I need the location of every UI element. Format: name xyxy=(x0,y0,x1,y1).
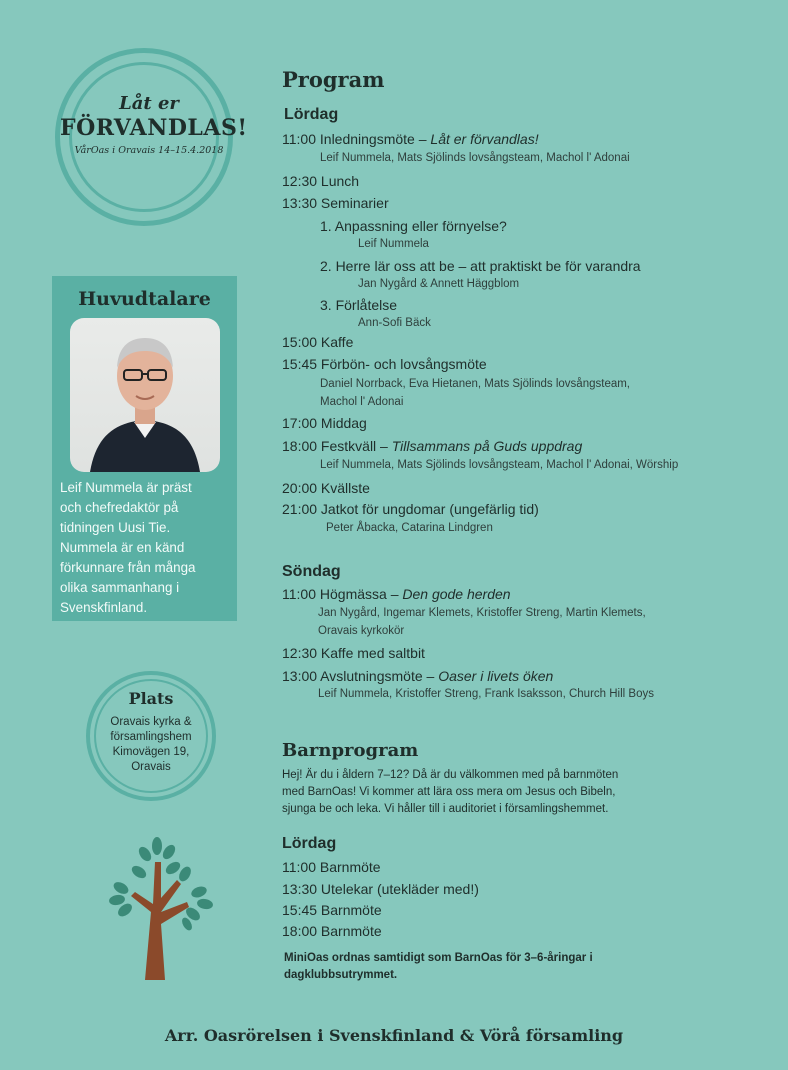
row-participants: Machol l' Adonai xyxy=(320,396,404,408)
row-participants: Leif Nummela, Mats Sjölinds lovsångsteam, Machol l' Adonai xyxy=(320,152,630,164)
speaker-photo xyxy=(70,318,220,472)
kids-intro-line: sjunga be och leka. Vi håller till i auditoriet i församlingshemmet. xyxy=(282,803,609,815)
row-text: 11:00 Högmässa – xyxy=(282,586,399,602)
row-time: 11:00 xyxy=(282,131,316,147)
program-row: 13:30 Seminarier xyxy=(282,195,389,211)
row-participants: Jan Nygård, Ingemar Klemets, Kristoffer Streng, Martin Klemets, xyxy=(318,607,646,619)
program-row: 21:00 Jatkot för ungdomar (ungefärlig tid) xyxy=(282,501,539,517)
place-heading: Plats xyxy=(128,689,174,708)
row-participants: Leif Nummela, Kristoffer Streng, Frank Isaksson, Church Hill Boys xyxy=(318,688,654,700)
program-row: 15:00 Kaffe xyxy=(282,334,354,350)
event-logo xyxy=(55,48,248,226)
kids-intro-line: med BarnOas! Vi kommer att lära oss mera om Jesus och Bibeln, xyxy=(282,786,616,798)
kids-row: 15:45 Barnmöte xyxy=(282,902,382,918)
minioas-note xyxy=(284,950,664,984)
minioas-note-line: dagklubbsutrymmet. xyxy=(284,969,398,981)
row-text: 13:00 Avslutningsmöte – xyxy=(282,668,435,684)
row-title: Låt er förvandlas! xyxy=(430,131,539,147)
place-line: Kimovägen 19, xyxy=(112,746,190,758)
speaker-bio-line: tidningen Uusi Tie. xyxy=(60,520,171,535)
kids-intro xyxy=(282,767,672,818)
place-circle xyxy=(86,671,216,801)
footer-organizer: Arr. Oasrörelsen i Svenskfinland & Vörå församling xyxy=(164,1026,624,1045)
place-line: församlingshem xyxy=(110,731,192,743)
logo-subtitle: VårOas i Oravais 14–15.4.2018 xyxy=(74,145,224,156)
seminar-speaker: Jan Nygård & Annett Häggblom xyxy=(358,278,520,290)
row-participants: Peter Åbacka, Catarina Lindgren xyxy=(326,522,493,534)
place-line: Oravais xyxy=(131,761,171,773)
speaker-bio-line: och chefredaktör på xyxy=(60,500,179,515)
speaker-bio-line: Nummela är en känd xyxy=(60,540,185,555)
seminar-item: 3. Förlåtelse xyxy=(320,297,398,313)
kids-heading: Barnprogram xyxy=(282,740,419,761)
minioas-note-line: MiniOas ordnas samtidigt som BarnOas för 3–6-åringar i xyxy=(284,952,593,964)
row-title: Den gode herden xyxy=(402,586,511,602)
kids-saturday-heading: Lördag xyxy=(282,835,337,852)
saturday-heading: Lördag xyxy=(284,106,339,123)
kids-row: 13:30 Utelekar (utekläder med!) xyxy=(282,881,479,897)
logo-script: Låt er xyxy=(119,93,179,114)
tree-icon xyxy=(95,832,225,982)
kids-intro-line: Hej! Är du i åldern 7–12? Då är du välkommen med på barnmöten xyxy=(282,769,619,781)
row-title: Oaser i livets öken xyxy=(438,668,554,684)
program-row: 15:45 Förbön- och lovsångsmöte xyxy=(282,356,487,372)
program-row: 12:30 Lunch xyxy=(282,173,360,189)
kids-row: 18:00 Barnmöte xyxy=(282,923,382,939)
place-address xyxy=(90,715,212,775)
program-row xyxy=(282,586,511,602)
speaker-heading: Huvudtalare xyxy=(78,288,211,310)
seminar-speaker: Ann-Sofi Bäck xyxy=(358,317,431,329)
program-row: 17:00 Middag xyxy=(282,415,367,431)
speaker-box xyxy=(52,276,237,621)
seminar-item: 2. Herre lär oss att be – att praktiskt be för varandra xyxy=(320,258,641,274)
seminar-item: 1. Anpassning eller förnyelse? xyxy=(320,218,507,234)
row-title: Tillsammans på Guds uppdrag xyxy=(391,438,583,454)
logo-title: FÖRVANDLAS! xyxy=(60,115,248,141)
program-row xyxy=(282,438,582,454)
program-row: 12:30 Kaffe med saltbit xyxy=(282,645,425,661)
row-participants: Daniel Norrback, Eva Hietanen, Mats Sjölinds lovsångsteam, xyxy=(320,378,631,390)
program-row: 20:00 Kvällste xyxy=(282,480,370,496)
program-row xyxy=(282,668,553,684)
row-participants: Oravais kyrkokör xyxy=(318,625,405,637)
program-row xyxy=(282,131,539,147)
speaker-portrait-icon xyxy=(70,318,220,472)
kids-row: 11:00 Barnmöte xyxy=(282,859,381,875)
program-heading: Program xyxy=(282,67,385,92)
place-line: Oravais kyrka & xyxy=(110,716,192,728)
row-participants: Leif Nummela, Mats Sjölinds lovsångsteam, Machol l' Adonai, Wörship xyxy=(320,459,679,471)
speaker-bio-line: förkunnare från många xyxy=(60,560,196,575)
speaker-bio-line: Svenskfinland. xyxy=(60,600,148,615)
sunday-heading: Söndag xyxy=(282,563,341,580)
speaker-bio-line: olika sammanhang i xyxy=(60,580,180,595)
row-text: Inledningsmöte – xyxy=(319,131,427,147)
row-text: 18:00 Festkväll – xyxy=(282,438,388,454)
seminar-speaker: Leif Nummela xyxy=(358,238,429,250)
speaker-bio-line: Leif Nummela är präst xyxy=(60,480,192,495)
speaker-bio xyxy=(60,478,232,618)
